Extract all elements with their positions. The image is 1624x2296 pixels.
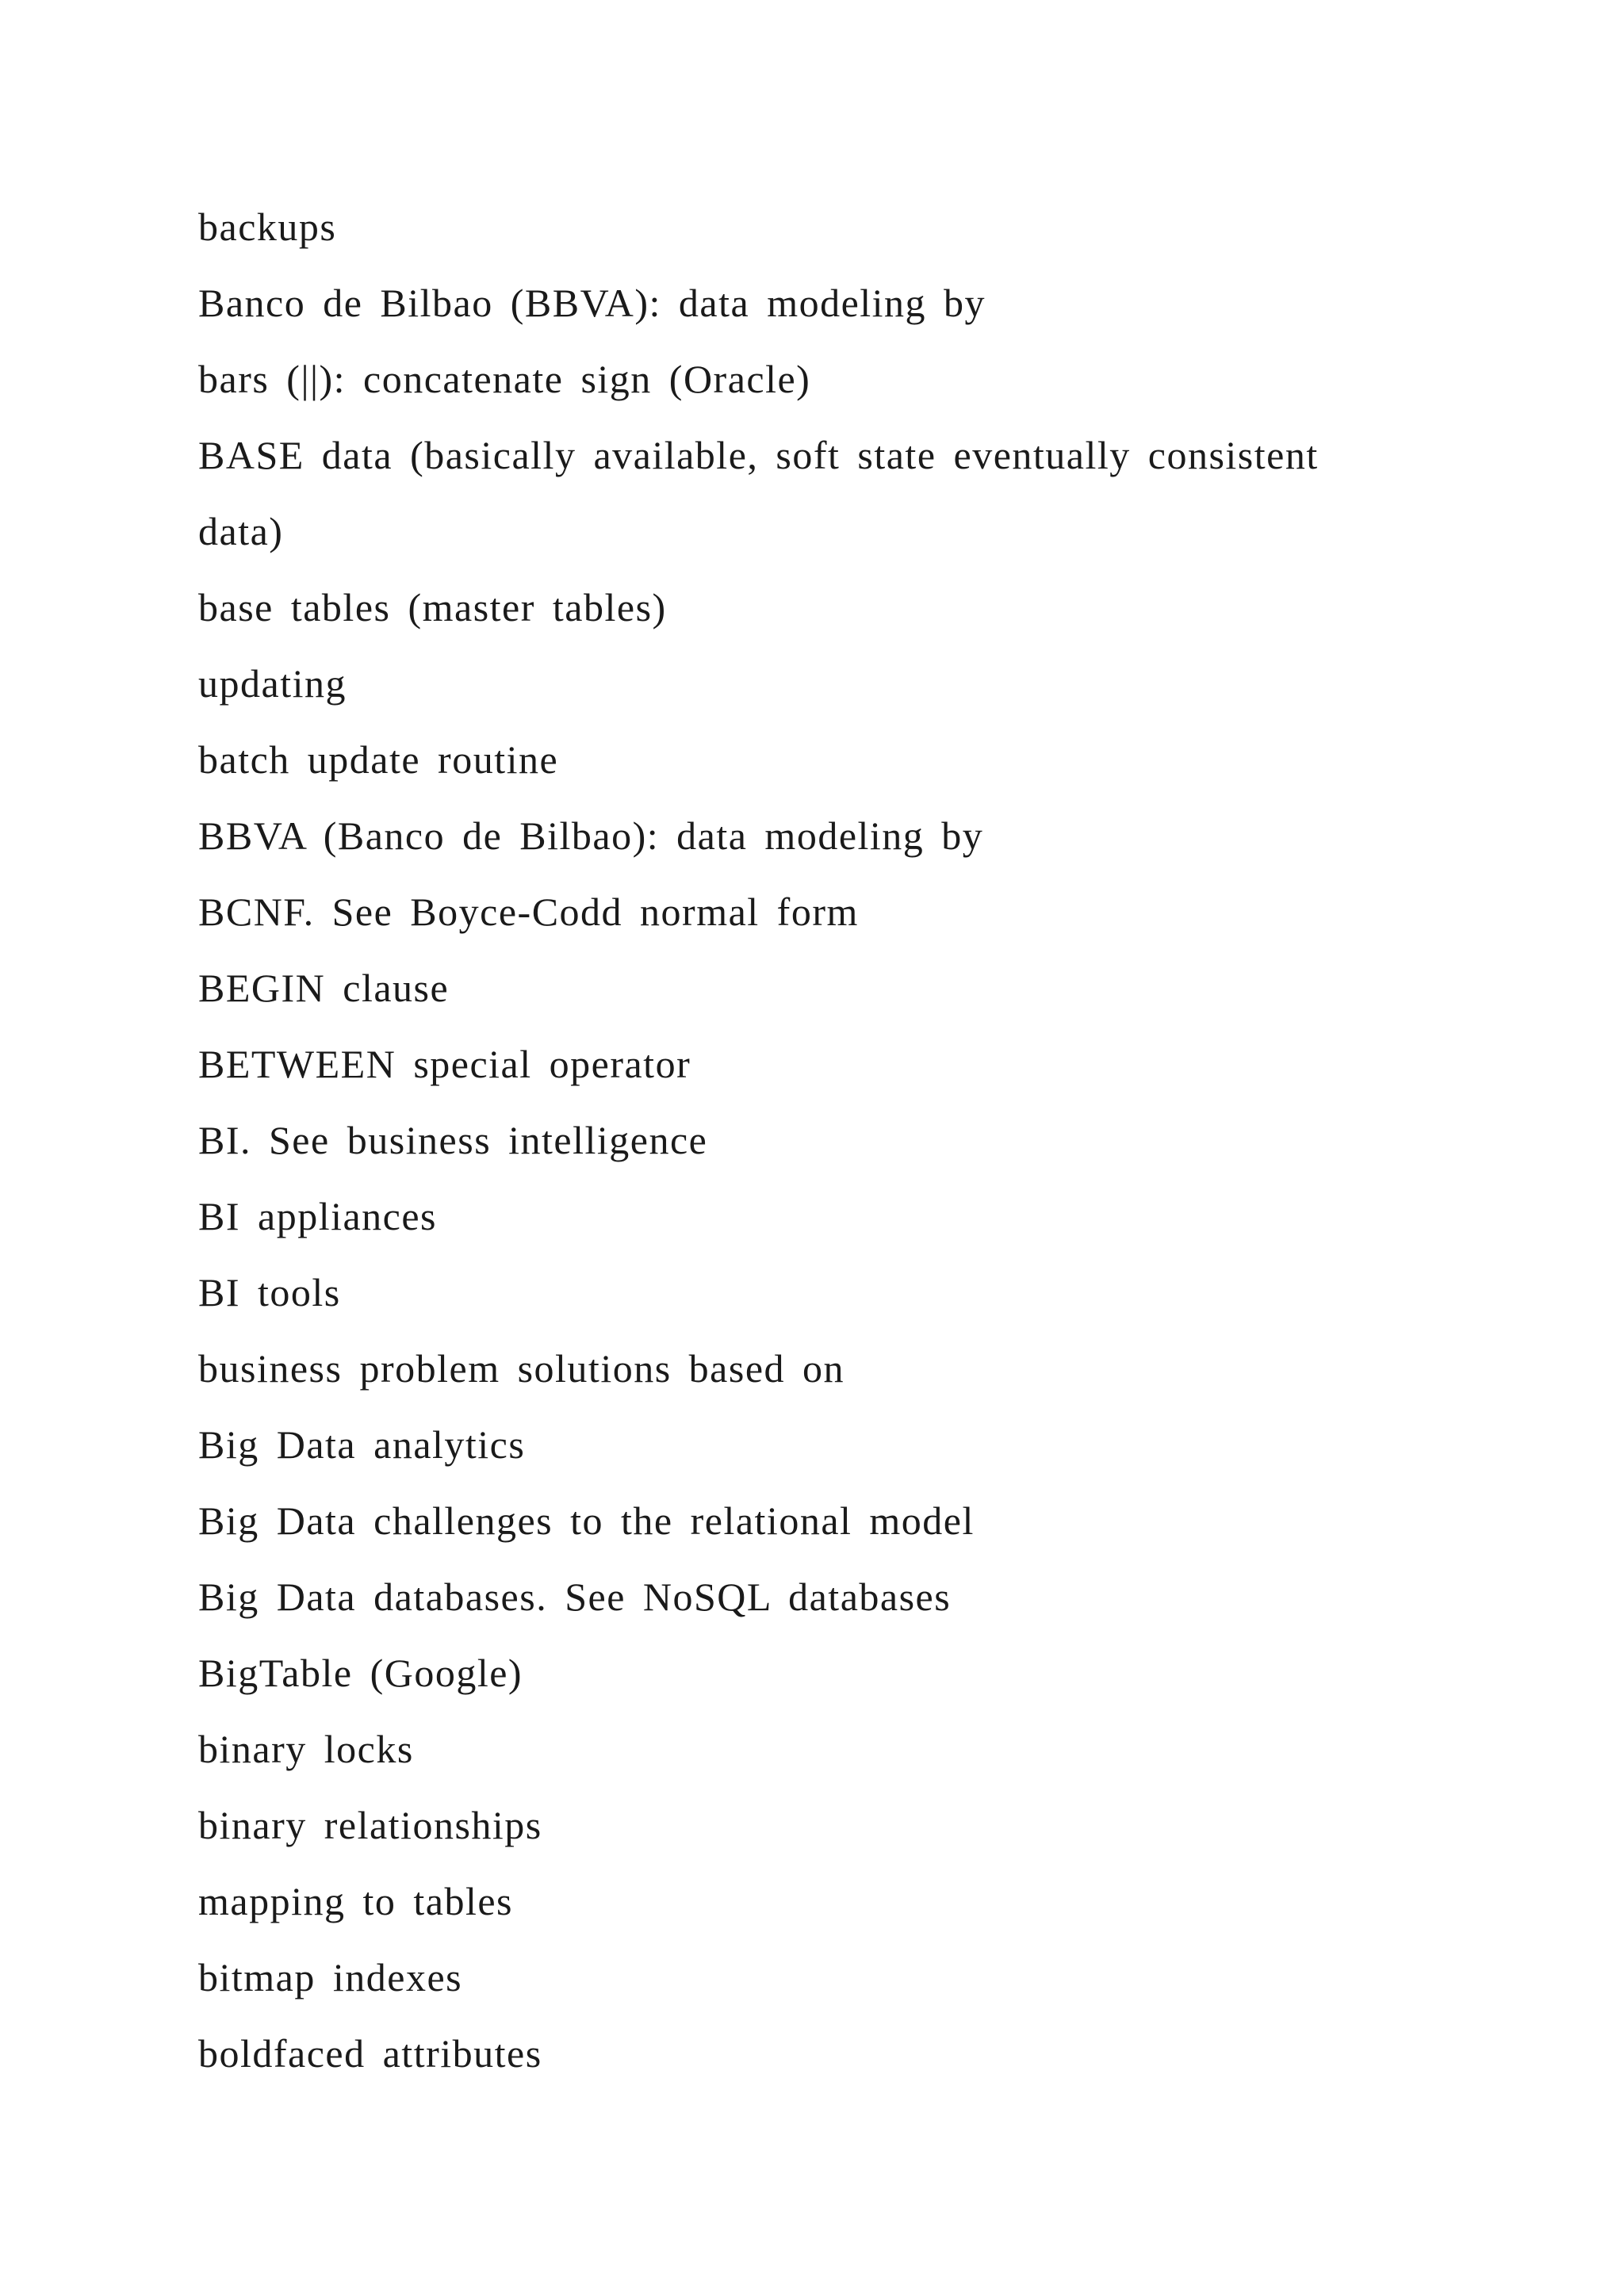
index-entry: binary relationships <box>198 1803 542 1847</box>
index-entry: Big Data challenges to the relational model <box>198 1498 975 1543</box>
index-entry: BETWEEN special operator <box>198 1042 691 1086</box>
index-entry: bitmap indexes <box>198 1955 463 1999</box>
index-entry: BEGIN clause <box>198 966 450 1010</box>
index-list <box>198 189 1451 2091</box>
index-entry: binary locks <box>198 1727 414 1771</box>
index-entry: BI. See business intelligence <box>198 1118 708 1162</box>
index-entry: Banco de Bilbao (BBVA): data modeling by <box>198 281 986 325</box>
index-entry: backups <box>198 205 337 249</box>
index-entry: batch update routine <box>198 737 559 782</box>
index-entry: data) <box>198 509 284 553</box>
index-entry: mapping to tables <box>198 1879 513 1923</box>
index-entry: BCNF. See Boyce-Codd normal form <box>198 890 859 934</box>
index-entry: boldfaced attributes <box>198 2031 542 2076</box>
index-entry: base tables (master tables) <box>198 585 667 629</box>
index-entry: Big Data analytics <box>198 1422 526 1467</box>
index-entry: BBVA (Banco de Bilbao): data modeling by <box>198 813 984 858</box>
index-entry: BASE data (basically available, soft state eventually consistent <box>198 433 1319 477</box>
index-entry: bars (||): concatenate sign (Oracle) <box>198 357 811 401</box>
index-entry: BI appliances <box>198 1194 438 1238</box>
index-entry: business problem solutions based on <box>198 1346 845 1391</box>
index-entry: Big Data databases. See NoSQL databases <box>198 1575 952 1619</box>
index-entry: updating <box>198 661 347 706</box>
index-entry: BI tools <box>198 1270 341 1314</box>
index-entry: BigTable (Google) <box>198 1651 523 1695</box>
